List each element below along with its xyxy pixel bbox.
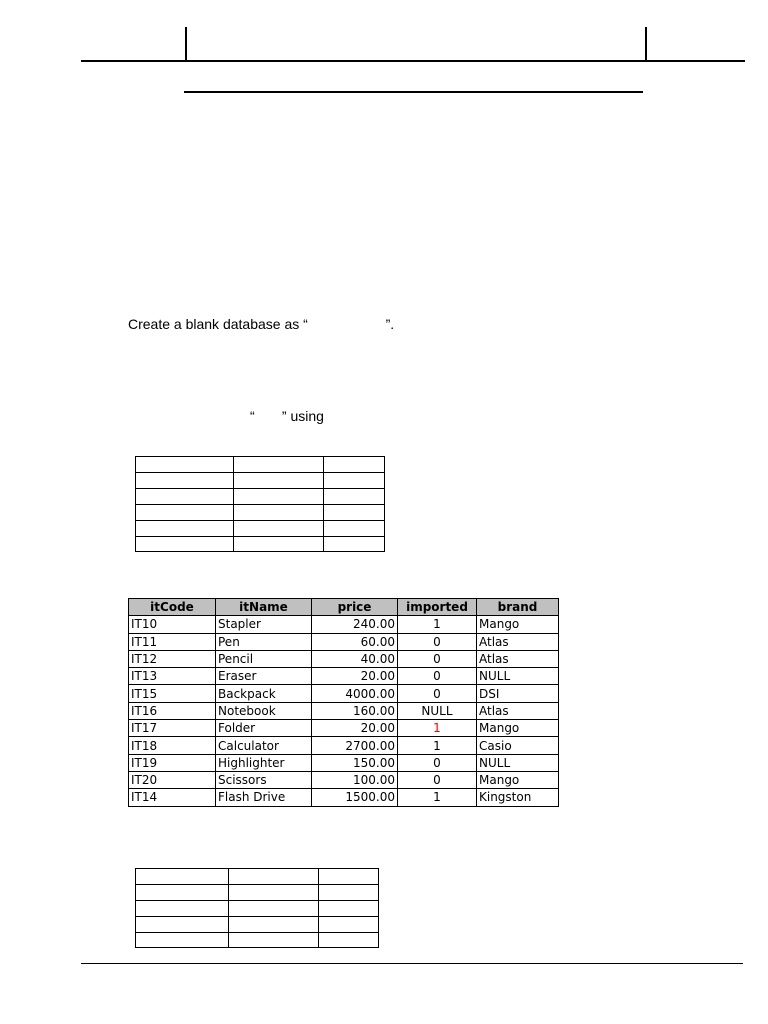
cell-itname: Folder — [216, 720, 312, 737]
column-header-price: price — [312, 599, 398, 616]
cell-itname: Eraser — [216, 668, 312, 685]
table-row — [129, 720, 559, 737]
empty-table-top — [135, 456, 385, 552]
cell-brand: Atlas — [477, 633, 559, 650]
cell-price: 4000.00 — [312, 685, 398, 702]
column-header-imported: imported — [398, 599, 477, 616]
cell-imported: 1 — [398, 789, 477, 806]
cell-imported: 1 — [398, 737, 477, 754]
cell-price: 160.00 — [312, 702, 398, 719]
cell-price: 20.00 — [312, 720, 398, 737]
cell-brand: Casio — [477, 737, 559, 754]
instruction-create-database: Create a blank database as “ ”. — [128, 316, 395, 332]
cell-imported: 1 — [398, 616, 477, 633]
cell-itcode: IT19 — [129, 754, 216, 771]
cell-brand: DSI — [477, 685, 559, 702]
cell-itcode: IT20 — [129, 771, 216, 788]
cell-itcode: IT15 — [129, 685, 216, 702]
cell-itcode: IT10 — [129, 616, 216, 633]
table-row — [129, 754, 559, 771]
column-header-itcode: itCode — [129, 599, 216, 616]
table-row — [129, 789, 559, 806]
table-row — [129, 737, 559, 754]
cell-price: 20.00 — [312, 668, 398, 685]
cell-itcode: IT18 — [129, 737, 216, 754]
cell-imported: 0 — [398, 754, 477, 771]
instruction-using: “ ” using — [250, 408, 324, 424]
cell-imported: 0 — [398, 771, 477, 788]
cell-price: 60.00 — [312, 633, 398, 650]
cell-brand: Mango — [477, 720, 559, 737]
cell-itcode: IT16 — [129, 702, 216, 719]
cell-imported: 1 — [398, 720, 477, 737]
table-row — [129, 668, 559, 685]
cell-itname: Stapler — [216, 616, 312, 633]
cell-itcode: IT17 — [129, 720, 216, 737]
cell-itname: Highlighter — [216, 754, 312, 771]
table-header-row — [129, 599, 559, 616]
cell-brand: Atlas — [477, 650, 559, 667]
cell-price: 1500.00 — [312, 789, 398, 806]
header-left-divider — [185, 27, 187, 62]
cell-brand: Atlas — [477, 702, 559, 719]
cell-brand: Mango — [477, 616, 559, 633]
empty-table-bottom — [135, 868, 379, 948]
cell-brand: Kingston — [477, 789, 559, 806]
cell-imported: 0 — [398, 685, 477, 702]
cell-itcode: IT11 — [129, 633, 216, 650]
items-table — [128, 598, 559, 807]
cell-itcode: IT12 — [129, 650, 216, 667]
cell-itname: Flash Drive — [216, 789, 312, 806]
table-row — [129, 702, 559, 719]
cell-price: 100.00 — [312, 771, 398, 788]
table-row — [129, 633, 559, 650]
column-header-brand: brand — [477, 599, 559, 616]
cell-brand: NULL — [477, 668, 559, 685]
cell-imported: 0 — [398, 650, 477, 667]
cell-itname: Backpack — [216, 685, 312, 702]
cell-itname: Calculator — [216, 737, 312, 754]
table-row — [129, 685, 559, 702]
cell-itname: Scissors — [216, 771, 312, 788]
title-underline — [184, 91, 643, 93]
cell-itcode: IT14 — [129, 789, 216, 806]
cell-itname: Pen — [216, 633, 312, 650]
table-row — [129, 650, 559, 667]
cell-price: 240.00 — [312, 616, 398, 633]
cell-imported: NULL — [398, 702, 477, 719]
footer-rule — [81, 963, 743, 964]
cell-brand: NULL — [477, 754, 559, 771]
cell-price: 2700.00 — [312, 737, 398, 754]
cell-brand: Mango — [477, 771, 559, 788]
cell-itname: Notebook — [216, 702, 312, 719]
cell-price: 150.00 — [312, 754, 398, 771]
cell-itname: Pencil — [216, 650, 312, 667]
table-row — [129, 616, 559, 633]
cell-price: 40.00 — [312, 650, 398, 667]
table-row — [129, 771, 559, 788]
column-header-itname: itName — [216, 599, 312, 616]
cell-imported: 0 — [398, 633, 477, 650]
cell-itcode: IT13 — [129, 668, 216, 685]
header-right-divider — [645, 27, 647, 62]
cell-imported: 0 — [398, 668, 477, 685]
